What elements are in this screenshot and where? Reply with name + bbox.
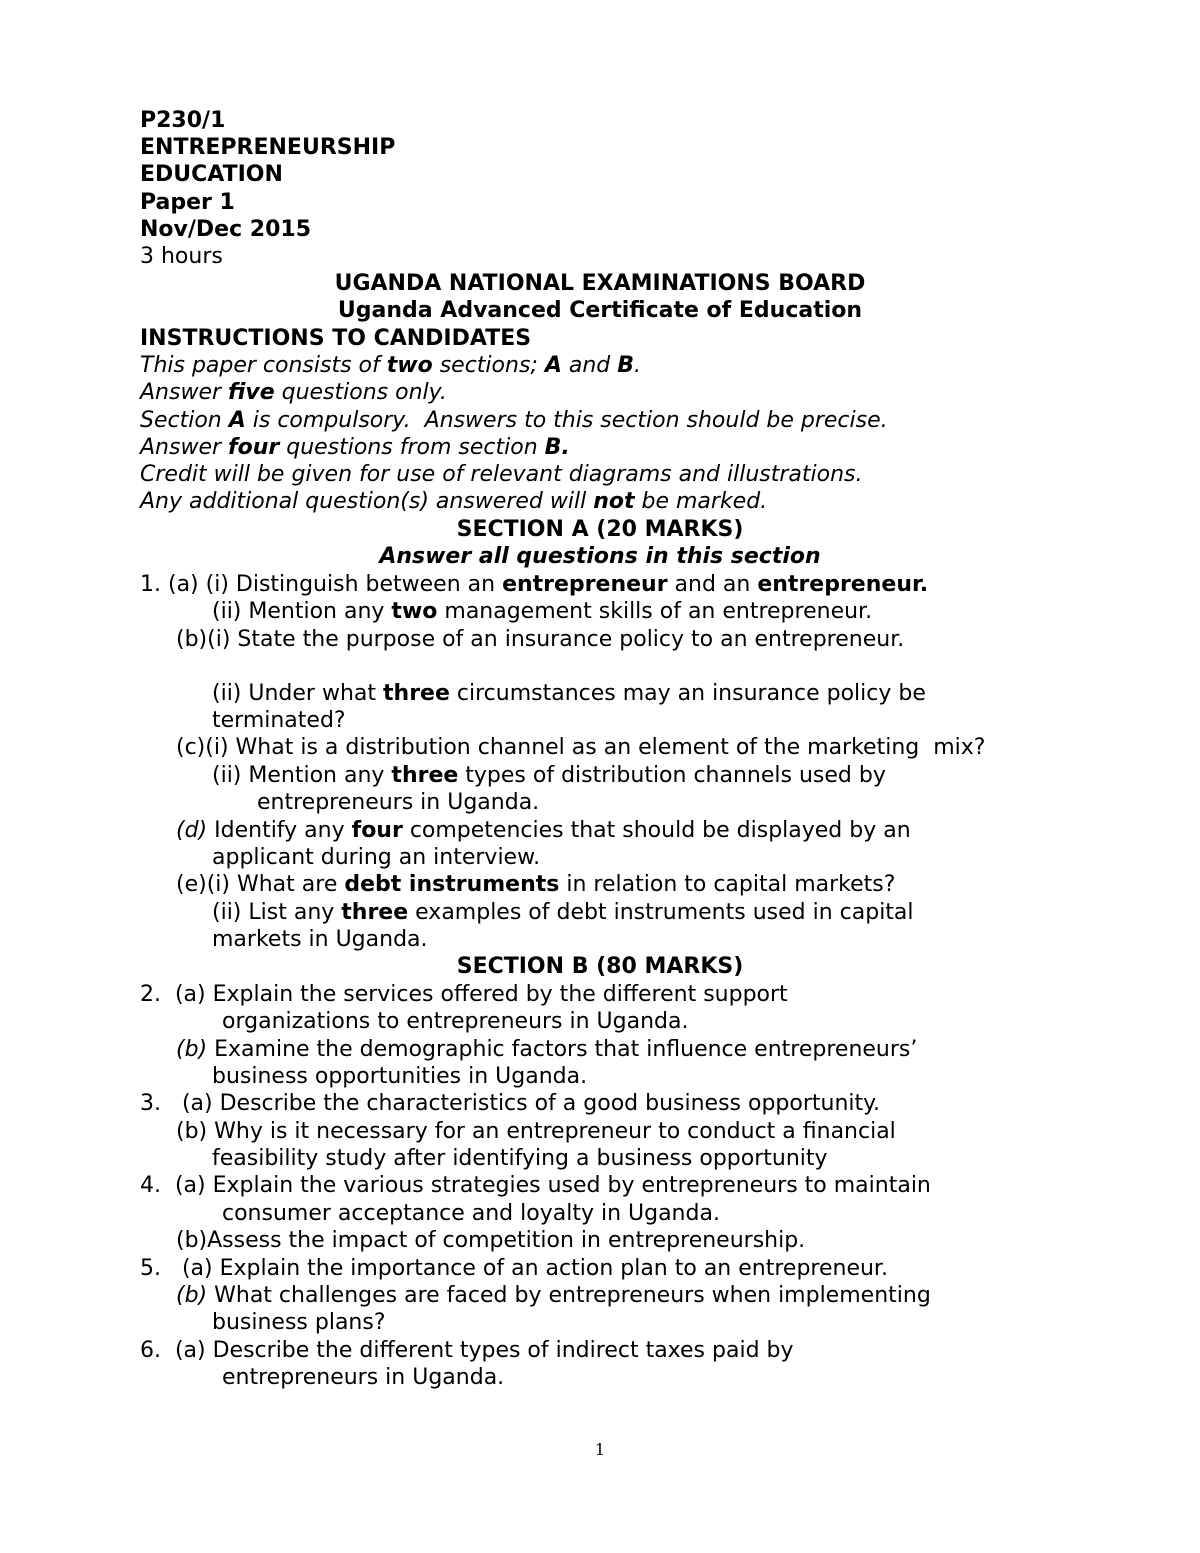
instruction-line-3: Section A is compulsory. Answers to this section should be precise.: [140, 408, 888, 433]
paper-code: P230/1: [140, 108, 226, 133]
subject-line-1: ENTREPRENEURSHIP: [140, 135, 396, 160]
q1-b-ii-cont: terminated?: [212, 708, 346, 733]
q4-a: 4. (a) Explain the various strategies used by entrepreneurs to maintain: [140, 1173, 931, 1198]
q1-d-cont: applicant during an interview.: [212, 845, 541, 870]
section-a-subtitle: Answer all questions in this section: [379, 544, 821, 569]
q2-a-cont: organizations to entrepreneurs in Uganda.: [222, 1009, 689, 1034]
instructions-title: INSTRUCTIONS TO CANDIDATES: [140, 326, 532, 351]
exam-date: Nov/Dec 2015: [140, 217, 312, 242]
instruction-line-1: This paper consists of two sections; A and B.: [140, 353, 642, 378]
board-name: UGANDA NATIONAL EXAMINATIONS BOARD: [334, 271, 866, 296]
instruction-line-4: Answer four questions from section B.: [140, 435, 570, 460]
q1-c-i: (c)(i) What is a distribution channel as an element of the marketing mix?: [176, 735, 986, 760]
q2-b-cont: business opportunities in Uganda.: [212, 1064, 588, 1089]
q5-b: (b) What challenges are faced by entrepreneurs when implementing: [176, 1283, 931, 1308]
q4-b: (b)Assess the impact of competition in entrepreneurship.: [176, 1228, 806, 1253]
q1-c-ii: (ii) Mention any three types of distribution channels used by: [212, 763, 886, 788]
q1-d: (d) Identify any four competencies that should be displayed by an: [176, 818, 911, 843]
q1-e-i: (e)(i) What are debt instruments in relation to capital markets?: [176, 872, 896, 897]
q3-a: 3. (a) Describe the characteristics of a good business opportunity.: [140, 1091, 881, 1116]
q6-a: 6. (a) Describe the different types of indirect taxes paid by: [140, 1338, 794, 1363]
q2-a: 2. (a) Explain the services offered by the different support: [140, 982, 788, 1007]
q1-e-ii: (ii) List any three examples of debt instruments used in capital: [212, 900, 914, 925]
q3-b-cont: feasibility study after identifying a business opportunity: [212, 1146, 828, 1171]
section-a-title: SECTION A (20 MARKS): [456, 517, 744, 542]
q1-b-i: (b)(i) State the purpose of an insurance policy to an entrepreneur.: [176, 627, 905, 652]
q1-a-i: 1. (a) (i) Distinguish between an entrepreneur and an entrepreneur.: [140, 572, 929, 597]
certificate-name: Uganda Advanced Certificate of Education: [337, 298, 863, 323]
exam-duration: 3 hours: [140, 244, 223, 269]
page-number: 1: [594, 1440, 606, 1459]
q1-c-ii-cont: entrepreneurs in Uganda.: [257, 790, 540, 815]
subject-line-2: EDUCATION: [140, 162, 283, 187]
q1-e-ii-cont: markets in Uganda.: [212, 927, 428, 952]
q4-a-cont: consumer acceptance and loyalty in Uganda.: [222, 1201, 720, 1226]
q1-b-ii: (ii) Under what three circumstances may an insurance policy be: [212, 681, 926, 706]
q1-a-ii: (ii) Mention any two management skills of an entrepreneur.: [212, 599, 873, 624]
q5-a: 5. (a) Explain the importance of an action plan to an entrepreneur.: [140, 1256, 888, 1281]
q3-b: (b) Why is it necessary for an entrepreneur to conduct a financial: [176, 1119, 896, 1144]
instruction-line-6: Any additional question(s) answered will not be marked.: [140, 489, 768, 514]
instruction-line-2: Answer five questions only.: [140, 380, 447, 405]
instruction-line-5: Credit will be given for use of relevant diagrams and illustrations.: [140, 462, 863, 487]
q6-a-cont: entrepreneurs in Uganda.: [222, 1365, 505, 1390]
q2-b: (b) Examine the demographic factors that influence entrepreneurs’: [176, 1037, 918, 1062]
q5-b-cont: business plans?: [212, 1310, 386, 1335]
paper-number: Paper 1: [140, 190, 235, 215]
section-b-title: SECTION B (80 MARKS): [456, 954, 744, 979]
